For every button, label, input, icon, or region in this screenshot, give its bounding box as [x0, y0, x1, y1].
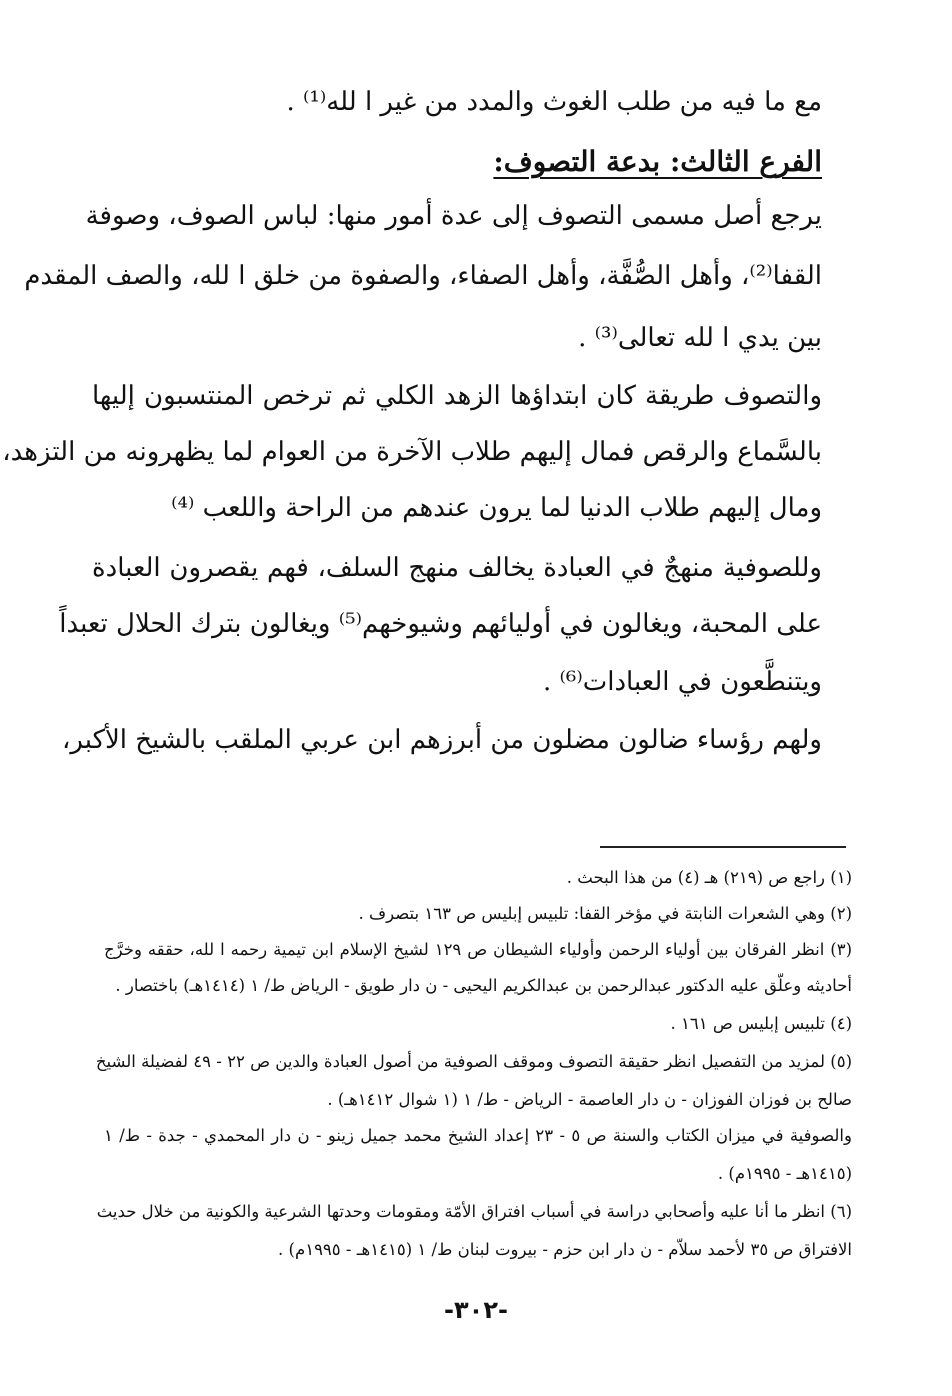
paragraph-2-line-3: ومال إليهم طلاب الدنيا لما يرون عندهم من الراحة واللعب ⁽⁴⁾ [171, 493, 822, 523]
footnote-4: (٤) تلبيس إبليس ص ١٦١ . [670, 1014, 852, 1033]
paragraph-3-line-2: على المحبة، ويغالون في أوليائهم وشيوخهم⁽⁵⁾ ويغالون بترك الحلال تعبداً [59, 609, 822, 639]
footnote-5-line-1: (٥) لمزيد من التفصيل انظر حقيقة التصوف وموقف الصوفية من أصول العبادة والدين ص ٢٢ - ٤٩ لفضيلة الشيخ [95, 1052, 852, 1071]
footnote-5-line-3: والصوفية في ميزان الكتاب والسنة ص ٥ - ٢٣ إعداد الشيخ محمد جميل زينو - ن دار المحمدي - جدة - ط/ ١ [104, 1126, 852, 1145]
footnote-2: (٢) وهي الشعرات النابتة في مؤخر القفا: تلبيس إبليس ص ١٦٣ بتصرف . [358, 904, 852, 923]
footnote-1: (١) راجع ص (٢١٩) هـ (٤) من هذا البحث . [566, 868, 852, 887]
paragraph-4-line-1: ولهم رؤساء ضالون مضلون من أبرزهم ابن عربي الملقب بالشيخ الأكبر، [61, 725, 822, 755]
section-heading: الفرع الثالث: بدعة التصوف: [493, 145, 822, 178]
footnote-6-line-1: (٦) انظر ما أنا عليه وأصحابي دراسة في أسباب افتراق الأمّة ومقومات وحدتها الشرعية والكونية من خلال حديث [96, 1202, 852, 1221]
paragraph-2-line-2: بالسَّماع والرقص فمال إليهم طلاب الآخرة من العوام لما يظهرونه من التزهد، [2, 437, 822, 467]
footnote-separator [600, 846, 846, 848]
footnote-6-line-2: الافتراق ص ٣٥ لأحمد سلاّم - ن دار ابن حزم - بيروت لبنان ط/ ١ (١٤١٥هـ - ١٩٩٥م) . [278, 1240, 852, 1259]
intro-line: مع ما فيه من طلب الغوث والمدد من غير ا لله⁽¹⁾ . [286, 87, 822, 117]
paragraph-3-line-3: ويتنطَّعون في العبادات⁽⁶⁾ . [543, 667, 822, 697]
paragraph-2-line-1: والتصوف طريقة كان ابتداؤها الزهد الكلي ثم ترخص المنتسبون إليها [92, 381, 822, 411]
footnote-5-line-2: صالح بن فوزان الفوزان - ن دار العاصمة - الرياض - ط/ ١ (١ شوال ١٤١٢هـ) . [327, 1090, 852, 1109]
paragraph-3-line-1: وللصوفية منهجٌ في العبادة يخالف منهج السلف، فهم يقصرون العبادة [92, 553, 822, 583]
footnote-3-line-2: أحاديثه وعلّق عليه الدكتور عبدالرحمن بن عبدالكريم اليحيى - ن دار طويق - الرياض ط/ ١ (١٤١٤هـ) باختصار . [115, 976, 852, 995]
footnote-5-line-4: (١٤١٥هـ - ١٩٩٥م) . [717, 1164, 852, 1183]
paragraph-1-line-1: يرجع أصل مسمى التصوف إلى عدة أمور منها: لباس الصوف، وصوفة [85, 201, 822, 231]
paragraph-1-line-3: بين يدي ا لله تعالى⁽³⁾ . [578, 323, 822, 353]
footnote-3-line-1: (٣) انظر الفرقان بين أولياء الرحمن وأولياء الشيطان ص ١٢٩ لشيخ الإسلام ابن تيمية رحمه ا لله، حققه وخرَّج [104, 940, 852, 959]
page-number: -٣٠٢- [444, 1296, 508, 1324]
paragraph-1-line-2: القفا⁽²⁾، وأهل الصُّفَّة، وأهل الصفاء، والصفوة من خلق ا لله، والصف المقدم [24, 261, 822, 291]
